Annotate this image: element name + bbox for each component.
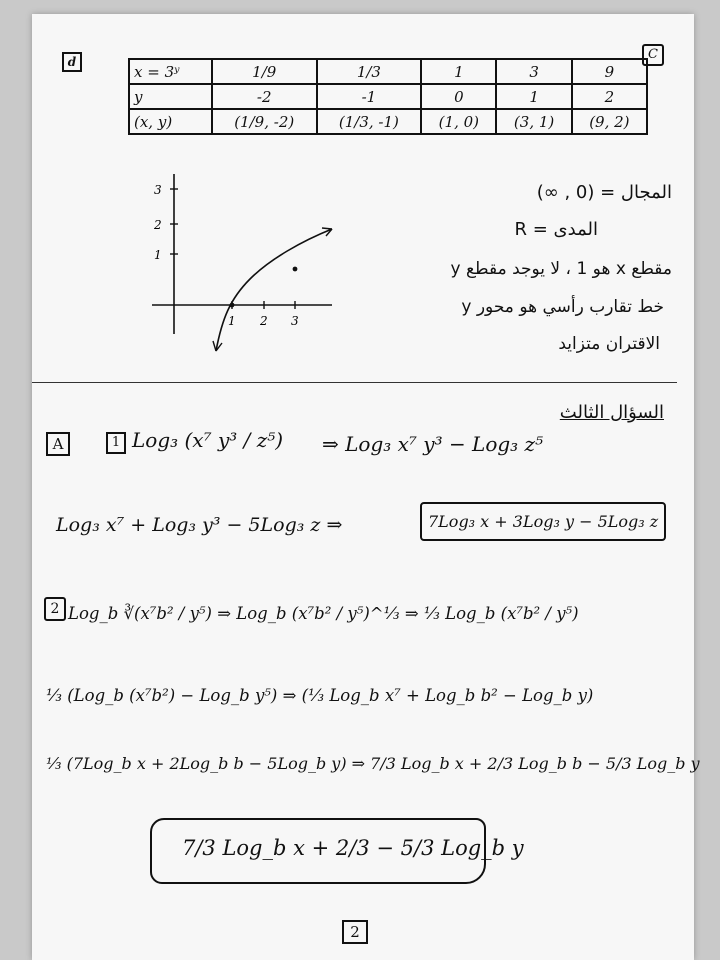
- table-cell: (9, 2): [572, 109, 647, 134]
- log-graph-sketch: [132, 169, 342, 359]
- table-cell: 0: [421, 84, 496, 109]
- table-cell: (x, y): [129, 109, 212, 134]
- domain-note: المجال = (0 , ∞): [536, 182, 672, 203]
- asymptote-note: خط تقارب رأسي هو محور y: [461, 297, 664, 317]
- table-cell: 2: [572, 84, 647, 109]
- values-table: [128, 58, 648, 135]
- x-tick-label: 1: [228, 314, 236, 328]
- part-label-c: C: [642, 44, 664, 66]
- item1-line1-left: Log₃ (x⁷ y³ / z⁵): [132, 428, 284, 452]
- log-curve: [216, 229, 332, 351]
- table-cell: 1: [496, 84, 571, 109]
- table-cell: 9: [572, 59, 647, 84]
- table-cell: 3: [496, 59, 571, 84]
- y-tick-label: 3: [154, 183, 162, 197]
- table-cell: (3, 1): [496, 109, 571, 134]
- question-heading: السؤال الثالث: [559, 402, 664, 423]
- worksheet-page: [32, 14, 700, 960]
- y-tick-label: 2: [154, 218, 162, 232]
- item2-line2: ⅓ (Log_b (x⁷b²) − Log_b y⁵) ⇒ (⅓ Log_b x⁷ + Log_b b² − Log_b y): [46, 686, 594, 705]
- page-number: 2: [342, 920, 368, 944]
- table-cell: -2: [212, 84, 317, 109]
- table-cell: (1/9, -2): [212, 109, 317, 134]
- range-note: المدى = R: [514, 219, 598, 240]
- table-cell: y: [129, 84, 212, 109]
- table-row: [129, 84, 647, 109]
- item-number-2: 2: [44, 597, 66, 621]
- table-cell: 1/9: [212, 59, 317, 84]
- item2-line1: Log_b ∛(x⁷b² / y⁵) ⇒ Log_b (x⁷b² / y⁵)^⅓ ⇒ ⅓ Log_b (x⁷b² / y⁵): [68, 604, 579, 623]
- item2-line3: ⅓ (7Log_b x + 2Log_b b − 5Log_b y) ⇒ 7/3 Log_b x + 2/3 Log_b b − 5/3 Log_b y: [46, 754, 700, 773]
- x-tick-label: 3: [291, 314, 299, 328]
- y-tick-label: 1: [154, 248, 162, 262]
- intercept-note: مقطع x هو 1 ، لا يوجد مقطع y: [450, 259, 672, 279]
- table-cell: (1, 0): [421, 109, 496, 134]
- part-label-d: d: [62, 52, 82, 72]
- item2-answer: 7/3 Log_b x + 2/3 − 5/3 Log_b y: [182, 836, 524, 860]
- item1-answer: 7Log₃ x + 3Log₃ y − 5Log₃ z: [420, 502, 666, 541]
- table-row: [129, 109, 647, 134]
- table-cell: (1/3, -1): [317, 109, 422, 134]
- table-cell: 1/3: [317, 59, 422, 84]
- table-cell: 1: [421, 59, 496, 84]
- x-tick-label: 2: [260, 314, 268, 328]
- section-divider: [32, 382, 677, 383]
- table-row: [129, 59, 647, 84]
- increasing-note: الاقتران متزايد: [558, 334, 660, 354]
- item1-line1-right: ⇒ Log₃ x⁷ y³ − Log₃ z⁵: [322, 432, 544, 456]
- item-number-1: 1: [106, 432, 126, 454]
- section-label-a: A: [46, 432, 70, 456]
- table-cell: x = 3ʸ: [129, 59, 212, 84]
- table-cell: -1: [317, 84, 422, 109]
- item1-line2: Log₃ x⁷ + Log₃ y³ − 5Log₃ z ⇒: [56, 514, 343, 536]
